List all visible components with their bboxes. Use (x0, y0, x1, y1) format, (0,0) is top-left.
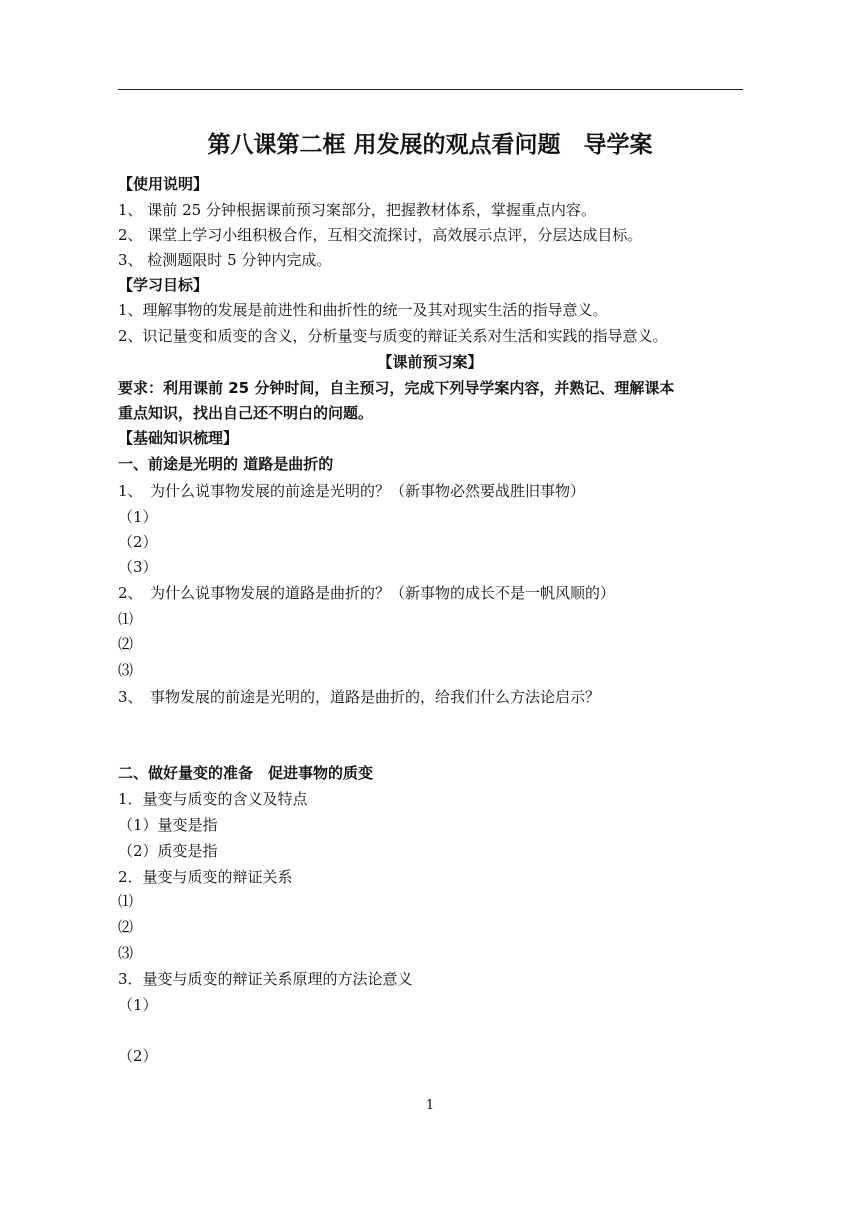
page-number: 1 (425, 1098, 435, 1113)
usage-item: 1、 课前 25 分钟根据课前预习案部分，把握教材体系，掌握重点内容。 (118, 201, 596, 219)
answer-blank: ⑵ (118, 635, 134, 653)
answer-blank: ⑴ (118, 610, 134, 628)
requirement-line: 要求：利用课前 25 分钟时间，自主预习，完成下列导学案内容，并熟记、理解课本 (118, 379, 675, 397)
point-1: 1．量变与质变的含义及特点 (118, 790, 308, 808)
section1-heading: 一、前途是光明的 道路是曲折的 (118, 455, 334, 473)
answer-blank: ⑶ (118, 944, 134, 962)
requirement-line: 重点知识，找出自己还不明白的问题。 (118, 404, 374, 422)
answer-blank: （2） (118, 1047, 158, 1065)
answer-blank: （1）量变是指 (118, 816, 218, 834)
basics-heading: 【基础知识梳理】 (118, 429, 239, 447)
usage-item: 3、 检测题限时 5 分钟内完成。 (118, 251, 332, 269)
answer-blank: （1） (118, 996, 158, 1014)
answer-blank: ⑵ (118, 918, 134, 936)
question-2: 2、 为什么说事物发展的道路是曲折的？（新事物的成长不是一帆风顺的） (118, 584, 616, 602)
section2-heading: 二、做好量变的准备 促进事物的质变 (118, 764, 374, 782)
answer-blank: ⑶ (118, 661, 134, 679)
usage-item: 2、 课堂上学习小组积极合作，互相交流探讨，高效展示点评，分层达成目标。 (118, 226, 643, 244)
header-rule (118, 89, 743, 90)
answer-blank: ⑴ (118, 892, 134, 910)
goal-item: 1、理解事物的发展是前进性和曲折性的统一及其对现实生活的指导意义。 (118, 301, 608, 319)
answer-blank: （3） (118, 558, 158, 576)
goals-heading: 【学习目标】 (118, 276, 209, 294)
answer-blank: （1） (118, 508, 158, 526)
question-3: 3、 事物发展的前途是光明的，道路是曲折的，给我们什么方法论启示？ (118, 688, 601, 706)
usage-heading: 【使用说明】 (118, 175, 209, 193)
answer-blank: （2）质变是指 (118, 842, 218, 860)
preview-heading: 【课前预习案】 (377, 353, 483, 371)
page-title: 第八课第二框 用发展的观点看问题 导学案 (207, 132, 653, 158)
answer-blank: （2） (118, 533, 158, 551)
goal-item: 2、识记量变和质变的含义，分析量变与质变的辩证关系对生活和实践的指导意义。 (118, 327, 668, 345)
point-3: 3．量变与质变的辩证关系原理的方法论意义 (118, 970, 413, 988)
question-1: 1、 为什么说事物发展的前途是光明的？（新事物必然要战胜旧事物） (118, 482, 586, 500)
point-2: 2．量变与质变的辩证关系 (118, 868, 293, 886)
